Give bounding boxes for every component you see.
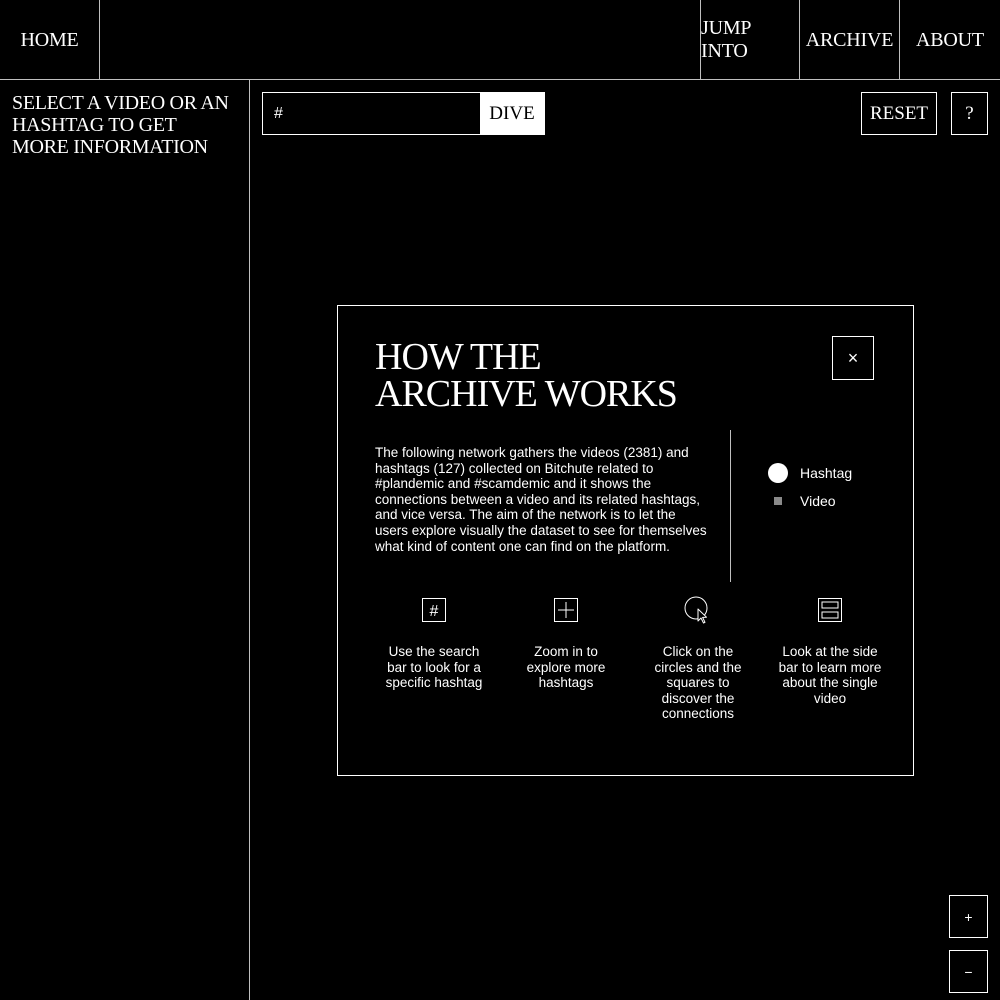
step-search-text: Use the search bar to look for a specific hashtag (385, 644, 483, 691)
help-button[interactable]: ? (951, 92, 988, 135)
divider (730, 430, 731, 582)
legend-hashtag-label: Hashtag (800, 465, 853, 481)
modal-title: HOW THE ARCHIVE WORKS (375, 336, 677, 415)
hashtag-icon (420, 596, 448, 624)
sidebar-prompt: SELECT A VIDEO OR AN HASHTAG TO GET MORE INFORMATION (12, 92, 229, 158)
plus-icon: + (964, 908, 973, 925)
square-icon (774, 497, 782, 505)
legend (768, 459, 852, 515)
steps (368, 596, 896, 722)
step-sidebar (764, 596, 896, 722)
dive-button[interactable]: DIVE (480, 93, 544, 134)
step-zoom-text: Zoom in to explore more hashtags (526, 644, 606, 691)
zoom-plus-icon (552, 596, 580, 624)
close-button[interactable] (832, 336, 874, 380)
legend-video-label: Video (800, 493, 836, 509)
top-nav (0, 0, 1000, 80)
zoom-in-button[interactable] (949, 895, 988, 938)
close-icon: × (847, 347, 859, 368)
nav-jump-into[interactable]: JUMP INTO (700, 0, 800, 80)
step-click (632, 596, 764, 722)
nav-about[interactable]: ABOUT (916, 28, 984, 51)
zoom-out-button[interactable] (949, 950, 988, 993)
svg-text:#: # (429, 603, 439, 620)
nav-home[interactable]: HOME (0, 0, 100, 80)
sidebar (0, 80, 250, 1000)
sidebar-icon (816, 596, 844, 624)
step-zoom (500, 596, 632, 722)
how-it-works-modal (337, 305, 914, 776)
cursor-click-icon (684, 596, 712, 624)
search-input[interactable] (263, 93, 480, 134)
nav-archive[interactable]: ARCHIVE (800, 0, 900, 80)
legend-hashtag (768, 459, 852, 487)
step-click-text: Click on the circles and the squares to discover the connections (654, 644, 742, 722)
minus-icon: − (964, 963, 973, 980)
reset-button[interactable]: RESET (861, 92, 937, 135)
legend-video (768, 487, 852, 515)
circle-icon (768, 463, 788, 483)
step-sidebar-text: Look at the side bar to learn more about the single video (778, 644, 882, 706)
search-bar (262, 92, 545, 135)
step-search (368, 596, 500, 722)
modal-description: The following network gathers the videos (2381) and hashtags (127) collected on Bitchute related to #plandemic and #scamdemic and it shows the connections between a video and its related hashtags, and vice versa. The aim of the network is to let the users explore visually the dataset to see for themselves what kind of content one can find on the platform. (375, 445, 707, 554)
